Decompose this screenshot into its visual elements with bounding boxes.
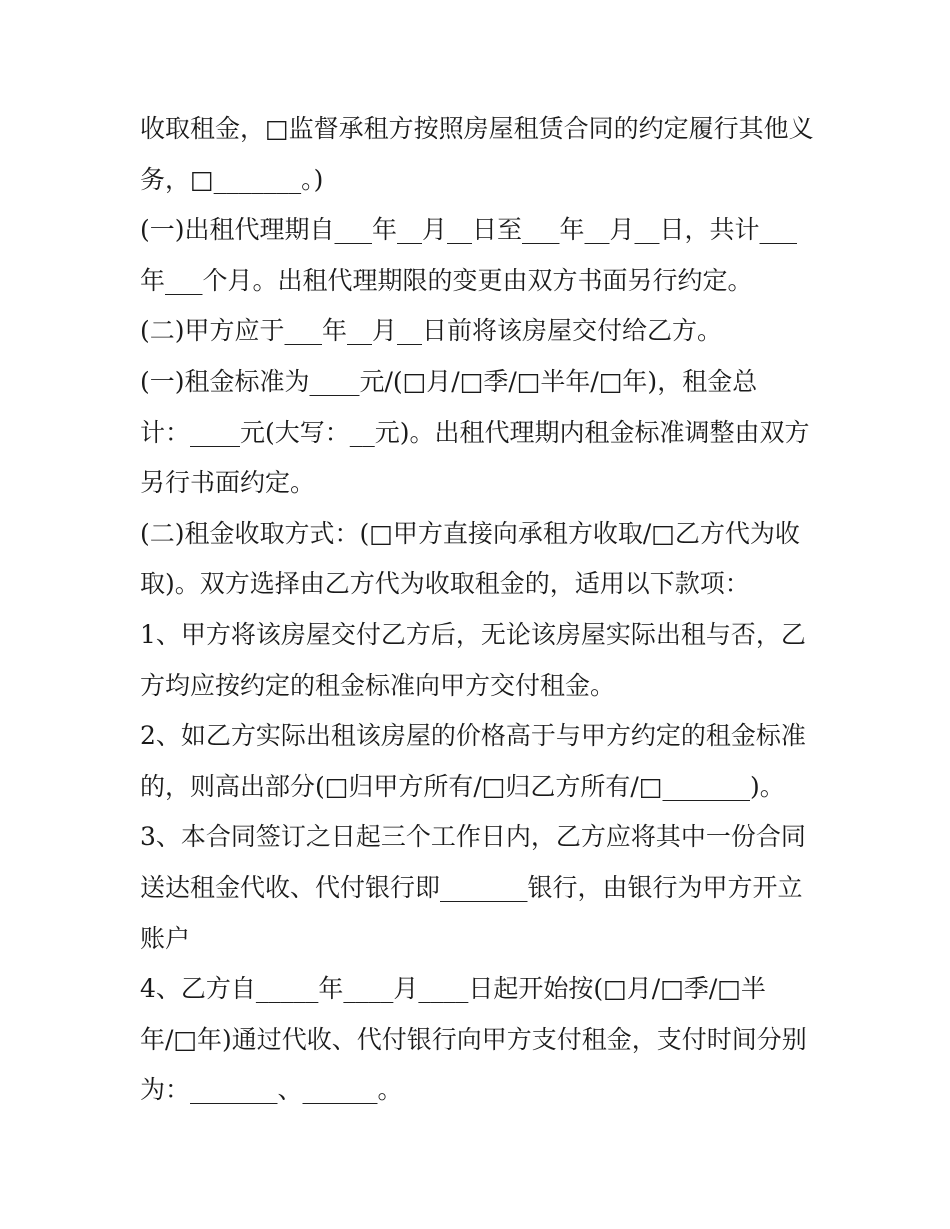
text-line: 1、甲方将该房屋交付乙方后，无论该房屋实际出租与否，乙: [140, 619, 806, 649]
text-line: 送达租金代收、代付银行即_______银行，由银行为甲方开立: [140, 872, 803, 902]
text-line: 收取租金，□监督承租方按照房屋租赁合同的约定履行其他义: [140, 114, 814, 143]
text-line: 取)。双方选择由乙方代为收取租金的，适用以下款项：: [140, 569, 750, 599]
text-line: 计：____元(大写：__元)。出租代理期内租金标准调整由双方: [140, 417, 810, 447]
text-line: (一)租金标准为____元/(□月/□季/□半年/□年)，租金总: [140, 366, 758, 396]
text-line: 方均应按约定的租金标准向甲方交付租金。: [140, 670, 616, 700]
text-line: 务，□_______。): [140, 164, 324, 194]
text-line: (二)甲方应于___年__月__日前将该房屋交付给乙方。: [140, 316, 723, 346]
text-line: 3、本合同签订之日起三个工作日内，乙方应将其中一份合同: [140, 822, 806, 852]
text-line: 2、如乙方实际出租该房屋的价格高于与甲方约定的租金标准: [140, 721, 806, 751]
text-line: 的，则高出部分(□归甲方所有/□归乙方所有/□_______)。: [140, 771, 785, 801]
text-line: 4、乙方自_____年____月____日起开始按(□月/□季/□半: [140, 974, 766, 1004]
text-line: 年___个月。出租代理期限的变更由双方书面另行约定。: [140, 265, 753, 295]
document-body: [140, 104, 830, 1116]
text-line: (二)租金收取方式：(□甲方直接向承租方收取/□乙方代为收: [140, 518, 800, 548]
text-line: 账户: [140, 923, 191, 953]
text-line: (一)出租代理期自___年__月__日至___年__月__日，共计___: [140, 215, 798, 245]
text-line: 为：_______、______。: [140, 1075, 403, 1105]
text-line: 另行书面约定。: [140, 468, 316, 498]
text-line: 年/□年)通过代收、代付银行向甲方支付租金，支付时间分别: [140, 1024, 807, 1054]
